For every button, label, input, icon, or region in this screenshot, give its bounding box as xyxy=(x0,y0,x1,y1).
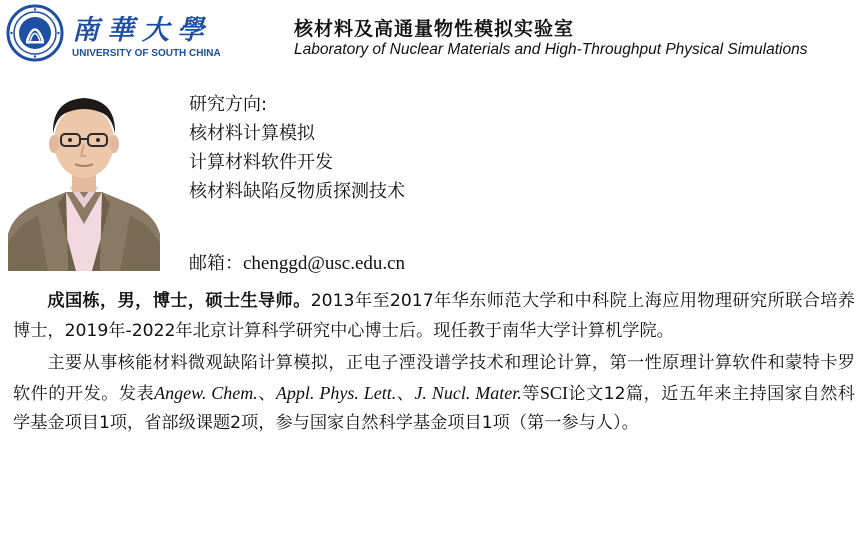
portrait-photo xyxy=(8,84,160,271)
email-row xyxy=(189,249,405,275)
university-seal-icon xyxy=(6,4,64,62)
university-logo xyxy=(6,4,221,64)
separator: 、 xyxy=(396,383,415,404)
journal-name: Angew. Chem. xyxy=(154,382,258,403)
separator: 、 xyxy=(257,383,276,404)
email-label: 邮箱： xyxy=(189,253,243,274)
lab-title-cn: 核材料及高通量物性模拟实验室 xyxy=(294,18,575,40)
research-heading: 研究方向: xyxy=(189,94,268,115)
bio-paragraph-1 xyxy=(13,287,855,346)
bio-education: 2013年至2017年华东师范大学和中科院上海应用物理研究所联合培养博士，2019年-2022年北京计算科学研究中心博士后。现任教于南华大学计算机学院。 xyxy=(13,291,855,341)
sci-label: SCI xyxy=(539,382,568,403)
bio-research-text: 主要从事核能材料微观缺陷计算模拟，正电子湮没谱学技术和理论计算，第一性原理计算软件和蒙特卡罗软件的开发。发表 xyxy=(13,353,855,404)
research-item: 核材料缺陷反物质探测技术 xyxy=(189,181,405,202)
page-header xyxy=(0,0,865,72)
research-directions xyxy=(189,90,405,206)
university-name-cn: 南華大學 xyxy=(72,15,212,46)
biography xyxy=(13,287,855,442)
journal-name: Appl. Phys. Lett. xyxy=(275,382,397,403)
portrait-illustration xyxy=(8,84,160,271)
bio-name-title: 成国栋，男，博士，硕士生导师。 xyxy=(47,291,311,311)
bio-paragraph-2 xyxy=(13,349,855,439)
email-address[interactable]: chenggd@usc.edu.cn xyxy=(243,253,406,274)
journal-name: J. Nucl. Mater. xyxy=(414,382,522,403)
university-name-en: UNIVERSITY OF SOUTH CHINA xyxy=(72,48,221,59)
lab-title-en: Laboratory of Nuclear Materials and High-Throughput Physical Simulations xyxy=(294,41,808,58)
bio-publications: 论文12篇，近五年来主持国家自然科学基金项目1项，省部级课题2项，参与国家自然科学基金项目1项（第一参与人）。 xyxy=(13,383,855,434)
research-item: 计算材料软件开发 xyxy=(189,152,333,173)
bio-text: 等 xyxy=(521,383,540,404)
research-item: 核材料计算模拟 xyxy=(189,123,315,144)
